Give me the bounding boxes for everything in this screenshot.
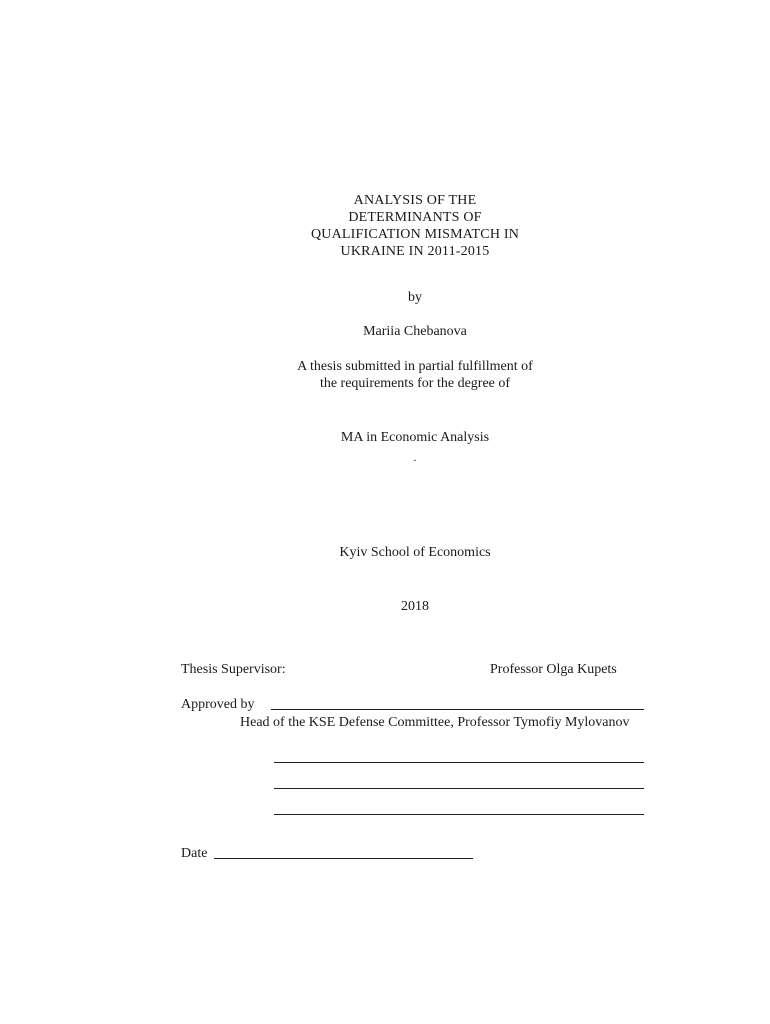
- supervisor-label: Thesis Supervisor:: [181, 662, 286, 677]
- date-line: [214, 858, 473, 859]
- title-line-1: ANALYSIS OF THE: [353, 193, 477, 208]
- signature-line-3: [274, 814, 644, 815]
- title-line-4: UKRAINE IN 2011-2015: [340, 244, 490, 259]
- submission-line-1: A thesis submitted in partial fulfillment of: [297, 359, 533, 374]
- submission-statement: [0, 358, 770, 392]
- approved-by-label: Approved by: [181, 697, 255, 712]
- author-name: Mariia Chebanova: [363, 324, 467, 339]
- title-line-2: DETERMINANTS OF: [348, 210, 482, 225]
- committee-head: Head of the KSE Defense Committee, Professor Tymofiy Mylovanov: [240, 715, 630, 730]
- school-name: Kyiv School of Economics: [339, 545, 491, 560]
- degree-dot: .: [413, 450, 417, 464]
- signature-line-2: [274, 788, 644, 789]
- by-text: by: [408, 290, 422, 305]
- signature-line-1: [274, 762, 644, 763]
- title-line-3: QUALIFICATION MISMATCH IN: [311, 227, 519, 242]
- date-label: Date: [181, 846, 208, 861]
- supervisor-name: Professor Olga Kupets: [490, 662, 617, 677]
- submission-line-2: the requirements for the degree of: [319, 376, 511, 391]
- degree-name: MA in Economic Analysis: [340, 430, 490, 445]
- approval-signature-line: [271, 709, 644, 710]
- year: 2018: [401, 599, 429, 614]
- thesis-title: [0, 192, 770, 260]
